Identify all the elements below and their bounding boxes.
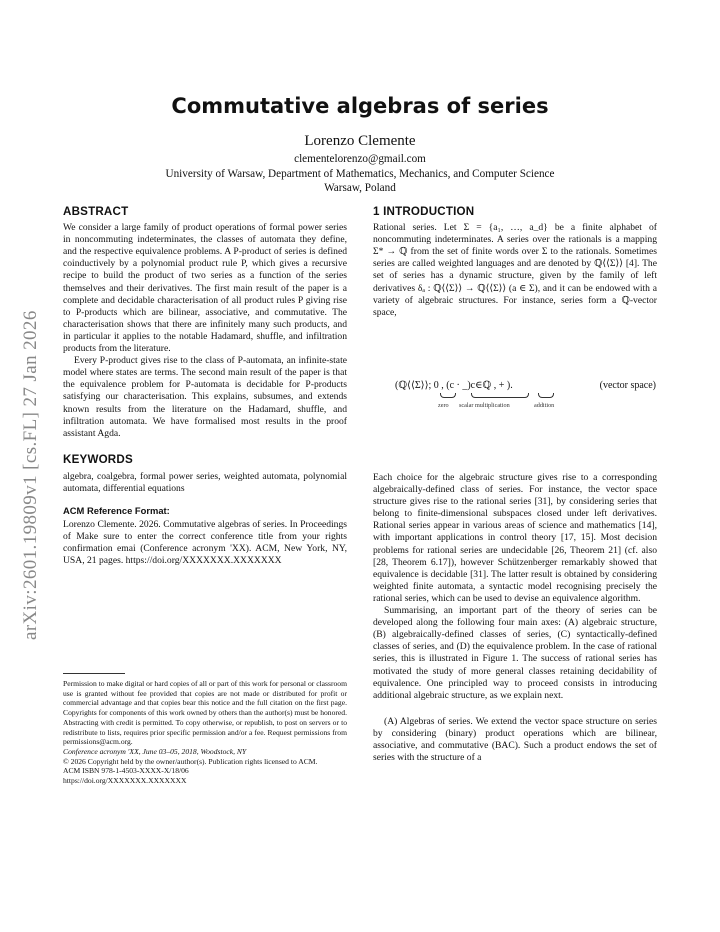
abstract-paragraph-2: Every P-product gives rise to the class of P-automata, an infinite-state model where states are terms. The second main result of the paper is that the equivalence problem for P-automata is decidable for P-products satisfying our characterisation. This explains, subsumes, and extends known results from the literature on the Hadamard, shuffle, and infiltration automata. We have formalised most results in the proof assistant Agda. bbox=[63, 355, 347, 439]
reference-text: Lorenzo Clemente. 2026. Commutative algebras of series. In Proceedings of Make sure to enter the correct conference title from your rights confirmation emai (Conference acronym 'XX). ACM, New York, NY, USA, 21 pages. https://doi.org/XXXXXXX.XXXXXXX bbox=[63, 519, 347, 567]
abstract-heading: ABSTRACT bbox=[63, 205, 129, 218]
reference-heading: ACM Reference Format: bbox=[63, 505, 170, 517]
right-column-top bbox=[373, 206, 657, 319]
right-column-bottom bbox=[373, 472, 657, 764]
conference-line: Conference acronym 'XX, June 03–05, 2018, Woodstock, NY bbox=[63, 746, 247, 756]
author-name: Lorenzo Clemente bbox=[304, 133, 416, 149]
intro-paragraph-4: (A) Algebras of series. We extend the vector space structure on series by considering (binary) product operations which are bilinear, associative, and commutative (BAC). Such a product endows the set of series with the structure of a bbox=[373, 715, 657, 764]
equation-body: (ℚ⟨⟨Σ⟩⟩; 0 , (c · _)c∈ℚ , + ). bbox=[395, 380, 513, 391]
intro-paragraph-1: Rational series. Let Σ = {a₁, …, a_d} be a finite alphabet of noncommuting indeterminates. A series over the rationals is a mapping Σ* → ℚ from the set of finite words over Σ to the rationals. Sometimes series are called weighted languages and are denoted by ℚ⟨⟨Σ⟩⟩ [4]. The set of series has a dynamic structure, given by the family of left derivatives δₐ : ℚ⟨⟨Σ⟩⟩ → ℚ⟨⟨Σ⟩⟩ (a ∈ Σ), and it can be endowed with a variety of algebraic structures. For instance, series form a ℚ-vector space, bbox=[373, 222, 657, 318]
scalar-label: scalar multiplication bbox=[459, 402, 510, 409]
copyright-line: © 2026 Copyright held by the owner/author(s). Publication rights licensed to ACM. bbox=[63, 756, 318, 766]
left-column bbox=[63, 206, 347, 568]
affiliation: University of Warsaw, Department of Mathematics, Mechanics, and Computer Science bbox=[165, 168, 555, 180]
intro-paragraph-2: Each choice for the algebraic structure gives rise to a corresponding algebraically-defined class of series. For instance, the vector space structure gives rise to the rational series [31], by considering series that belong to finite-dimensional subspaces closed under left derivatives. Rational series appear in various areas of science and mathematics [14], with important applications in control theory [17, 15]. Most decision problems for rational series are undecidable [26, Theorem 21] (cf. also [28, Theorem 6.17]), however Schützenberger remarkably showed that equivalence is decidable [31]. The latter result is obtained by considering weighted finite automata, a syntactic model recognising precisely the rational series, which can be used to devise an equivalence algorithm. bbox=[373, 472, 657, 604]
abstract-paragraph-1: We consider a large family of product operations of formal power series in noncommuting indeterminates, the classes of automata they define, and the respective equivalence problems. A P-product of series is defined coinductively by a polynomial product rule P, which gives a recursive recipe to build the product of two series as a function of the series themselves and their derivatives. The first main result of the paper is a complete and decidable characterisation of all product rules P giving rise to P-products which are bilinear, associative, and commutative. The characterisation shows that there are infinitely many such products, and in particular it applies to the notable Hadamard, shuffle, and infiltration products from the literature. bbox=[63, 222, 347, 355]
permission-block bbox=[63, 679, 347, 786]
footnote-rule bbox=[63, 673, 125, 674]
vector-space-equation bbox=[370, 380, 656, 420]
equation-tag: (vector space) bbox=[599, 380, 656, 391]
scalar-brace bbox=[471, 393, 529, 398]
intro-heading: 1 INTRODUCTION bbox=[373, 205, 475, 218]
author-email[interactable]: clementelorenzo@gmail.com bbox=[294, 153, 426, 165]
addition-brace bbox=[538, 393, 554, 398]
addition-label: addition bbox=[534, 402, 555, 409]
location: Warsaw, Poland bbox=[324, 182, 396, 194]
keywords-text: algebra, coalgebra, formal power series, weighted automata, polynomial automata, differential equations bbox=[63, 470, 347, 494]
doi-line[interactable]: https://doi.org/XXXXXXX.XXXXXXX bbox=[63, 776, 187, 786]
zero-brace bbox=[440, 393, 456, 398]
zero-label: zero bbox=[438, 402, 449, 409]
isbn-line: ACM ISBN 978-1-4503-XXXX-X/18/06 bbox=[63, 766, 189, 776]
intro-paragraph-3: Summarising, an important part of the theory of series can be developed along the following four main axes: (A) algebraic structure, (B) algebraically-defined classes of series, (C) syntactically-defined classes of series, and (D) the equivalence problem. In the case of rational series, this is illustrated in Figure 1. The success of rational series has motivated the study of more general classes retaining decidability of equivalence. One principled way to proceed consists in introducing additional algebraic structure, as we explain next. bbox=[373, 605, 657, 701]
keywords-heading: KEYWORDS bbox=[63, 452, 133, 466]
arxiv-stamp: arXiv:2601.19809v1 [cs.FL] 27 Jan 2026 bbox=[20, 310, 41, 640]
permission-text: Permission to make digital or hard copies of all or part of this work for personal or classroom use is granted without fee provided that copies are not made or distributed for profit or commercial advantage and that copies bear this notice and the full citation on the first page. Copyrights for components of this work owned by others than the author(s) must be honored. Abstracting with credit is permitted. To copy otherwise, or republish, to post on servers or to redistribute to lists, requires prior specific permission and/or a fee. Request permissions from permissions@acm.org. bbox=[63, 679, 347, 747]
paper-title: Commutative algebras of series bbox=[171, 94, 549, 118]
